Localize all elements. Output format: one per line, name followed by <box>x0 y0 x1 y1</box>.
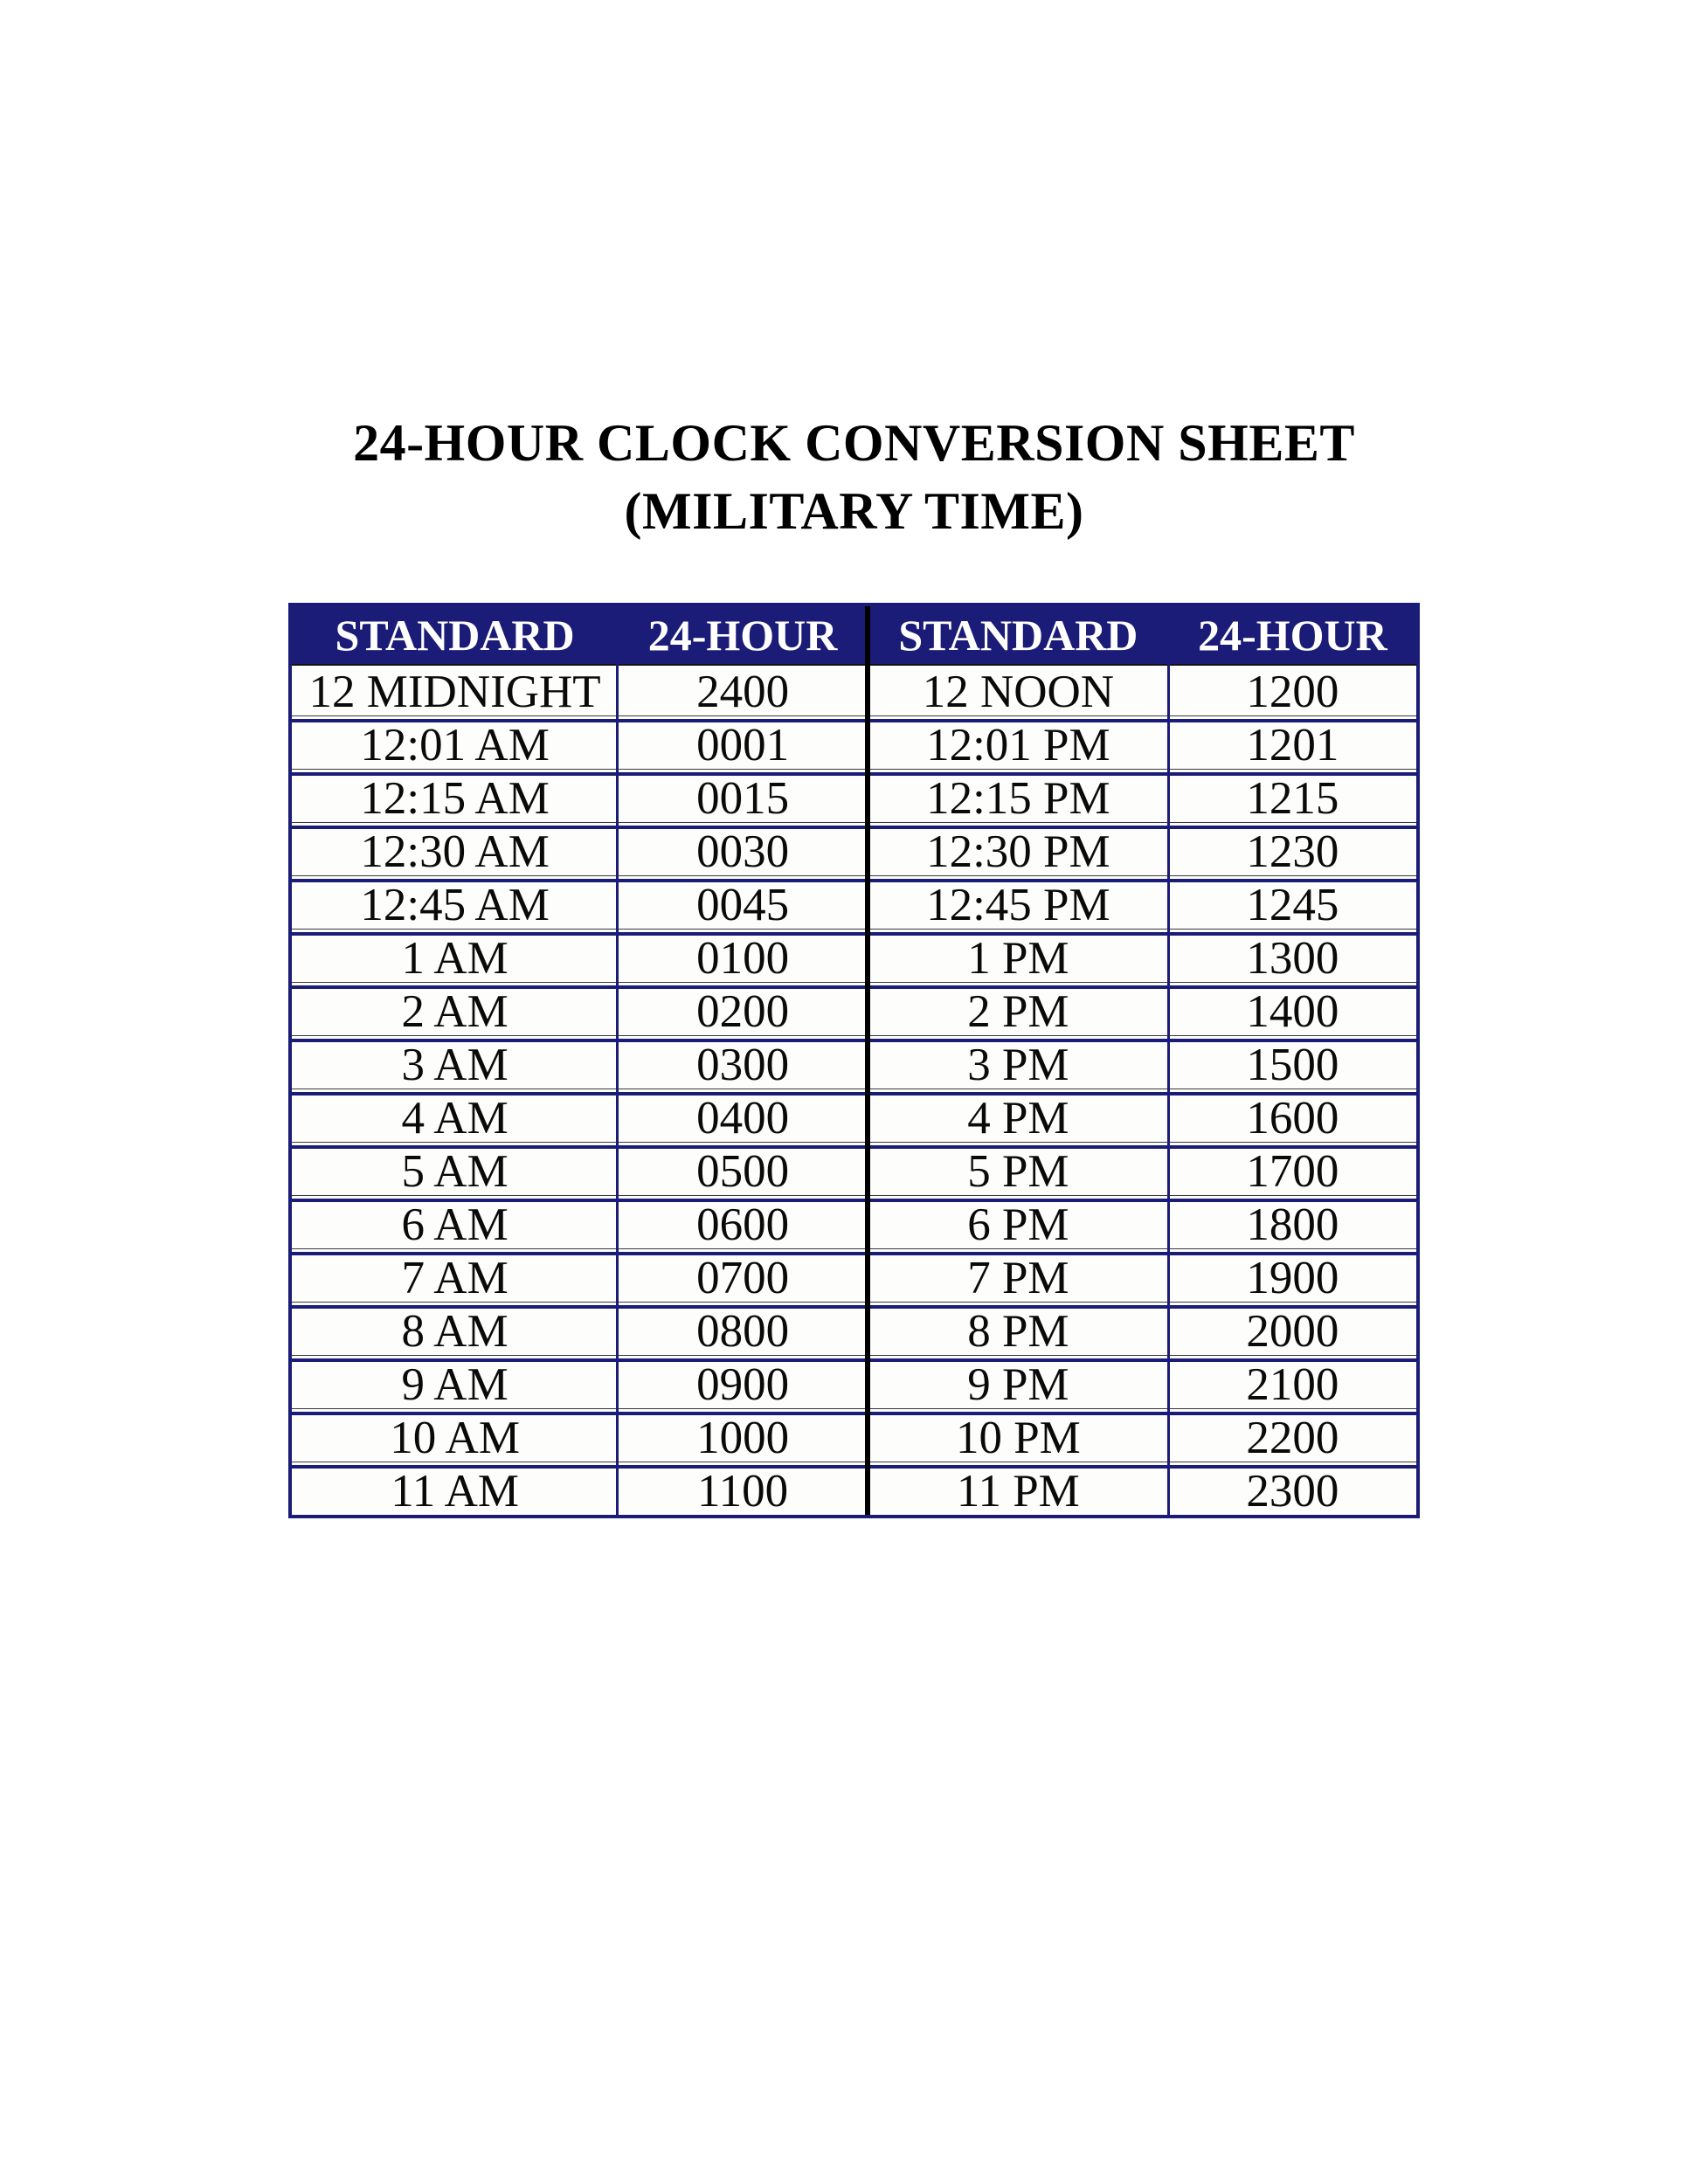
cell-standard-right: 12:15 PM <box>926 773 1110 824</box>
cell-standard-right: 11 PM <box>956 1466 1080 1517</box>
column-divider-left <box>616 606 619 1515</box>
cell-standard-left: 12:45 AM <box>360 880 550 930</box>
cell-standard-right: 12 NOON <box>922 667 1115 717</box>
cell-24hour-left: 0015 <box>696 773 790 824</box>
cell-standard-right: 6 PM <box>967 1199 1069 1250</box>
cell-24hour-left: 0700 <box>696 1253 790 1303</box>
table-row <box>292 669 1416 715</box>
title-line-1: 24-HOUR CLOCK CONVERSION SHEET <box>353 414 1355 472</box>
cell-standard-right: 9 PM <box>967 1359 1069 1410</box>
cell-24hour-left: 0100 <box>696 933 790 984</box>
cell-24hour-right: 1200 <box>1246 667 1339 717</box>
table-row <box>292 1199 1416 1248</box>
cell-24hour-right: 1230 <box>1246 826 1339 877</box>
cell-24hour-right: 1900 <box>1246 1253 1339 1303</box>
cell-24hour-right: 1300 <box>1246 933 1339 984</box>
cell-standard-left: 10 AM <box>390 1413 520 1463</box>
cell-24hour-right: 1245 <box>1246 880 1339 930</box>
cell-standard-left: 3 AM <box>401 1040 508 1090</box>
cell-24hour-left: 0030 <box>696 826 790 877</box>
cell-standard-right: 5 PM <box>967 1146 1069 1197</box>
table-row <box>292 1252 1416 1302</box>
cell-standard-left: 7 AM <box>401 1253 508 1303</box>
cell-24hour-left: 0800 <box>696 1306 790 1357</box>
header-cell-24hour-right: 24-HOUR <box>1198 611 1387 660</box>
cell-standard-right: 10 PM <box>955 1413 1081 1463</box>
table-row <box>292 826 1416 875</box>
cell-standard-left: 4 AM <box>401 1093 508 1144</box>
cell-standard-right: 1 PM <box>967 933 1069 984</box>
cell-24hour-left: 0300 <box>696 1040 790 1090</box>
cell-standard-right: 12:45 PM <box>926 880 1110 930</box>
cell-24hour-left: 0200 <box>696 986 790 1037</box>
cell-24hour-right: 1400 <box>1246 986 1339 1037</box>
cell-24hour-right: 1201 <box>1246 720 1339 771</box>
cell-24hour-left: 2400 <box>696 667 790 717</box>
cell-standard-left: 12:30 AM <box>360 826 550 877</box>
cell-24hour-left: 0500 <box>696 1146 790 1197</box>
table-row <box>292 1039 1416 1089</box>
cell-24hour-right: 1800 <box>1246 1199 1339 1250</box>
cell-standard-left: 12 MIDNIGHT <box>308 667 601 717</box>
cell-standard-right: 8 PM <box>967 1306 1069 1357</box>
cell-24hour-right: 2200 <box>1246 1413 1339 1463</box>
cell-24hour-right: 1500 <box>1246 1040 1339 1090</box>
cell-standard-left: 6 AM <box>401 1199 508 1250</box>
cell-standard-right: 2 PM <box>967 986 1069 1037</box>
column-divider-center <box>865 606 870 1515</box>
cell-standard-right: 4 PM <box>967 1093 1069 1144</box>
cell-24hour-right: 2300 <box>1246 1466 1339 1517</box>
table-row <box>292 879 1416 929</box>
table-row <box>292 1358 1416 1408</box>
cell-standard-left: 9 AM <box>401 1359 508 1410</box>
cell-standard-left: 11 AM <box>391 1466 519 1517</box>
table-row <box>292 932 1416 982</box>
document-title <box>288 409 1420 545</box>
cell-standard-left: 12:01 AM <box>360 720 550 771</box>
table-row <box>292 1465 1416 1515</box>
cell-standard-left: 12:15 AM <box>360 773 550 824</box>
header-cell-24hour-left: 24-HOUR <box>647 611 838 660</box>
conversion-table <box>288 603 1420 1518</box>
title-line-2: (MILITARY TIME) <box>624 482 1084 540</box>
cell-24hour-left: 1000 <box>696 1413 790 1463</box>
cell-standard-left: 1 AM <box>401 933 508 984</box>
table-row <box>292 719 1416 769</box>
cell-24hour-left: 0900 <box>696 1359 790 1410</box>
cell-standard-left: 5 AM <box>401 1146 508 1197</box>
table-row <box>292 1305 1416 1355</box>
column-divider-right <box>1167 606 1170 1515</box>
header-cell-standard-left: STANDARD <box>335 611 575 660</box>
cell-standard-right: 3 PM <box>967 1040 1069 1090</box>
cell-24hour-right: 1600 <box>1246 1093 1339 1144</box>
table-row <box>292 1145 1416 1195</box>
cell-24hour-left: 1100 <box>697 1466 789 1517</box>
table-row <box>292 1412 1416 1462</box>
table-row <box>292 1092 1416 1142</box>
table-row <box>292 772 1416 822</box>
table-body <box>292 669 1416 1515</box>
cell-standard-right: 12:30 PM <box>926 826 1110 877</box>
cell-24hour-left: 0045 <box>696 880 790 930</box>
table-row <box>292 985 1416 1035</box>
cell-standard-right: 7 PM <box>967 1253 1069 1303</box>
header-cell-standard-right: STANDARD <box>898 611 1138 660</box>
cell-24hour-right: 2100 <box>1246 1359 1339 1410</box>
cell-24hour-right: 1700 <box>1246 1146 1339 1197</box>
table-header-row <box>292 606 1416 666</box>
cell-24hour-right: 2000 <box>1246 1306 1339 1357</box>
cell-24hour-left: 0400 <box>696 1093 790 1144</box>
cell-24hour-right: 1215 <box>1246 773 1339 824</box>
cell-24hour-left: 0001 <box>696 720 790 771</box>
cell-24hour-left: 0600 <box>696 1199 790 1250</box>
cell-standard-right: 12:01 PM <box>926 720 1110 771</box>
cell-standard-left: 8 AM <box>401 1306 508 1357</box>
cell-standard-left: 2 AM <box>401 986 508 1037</box>
